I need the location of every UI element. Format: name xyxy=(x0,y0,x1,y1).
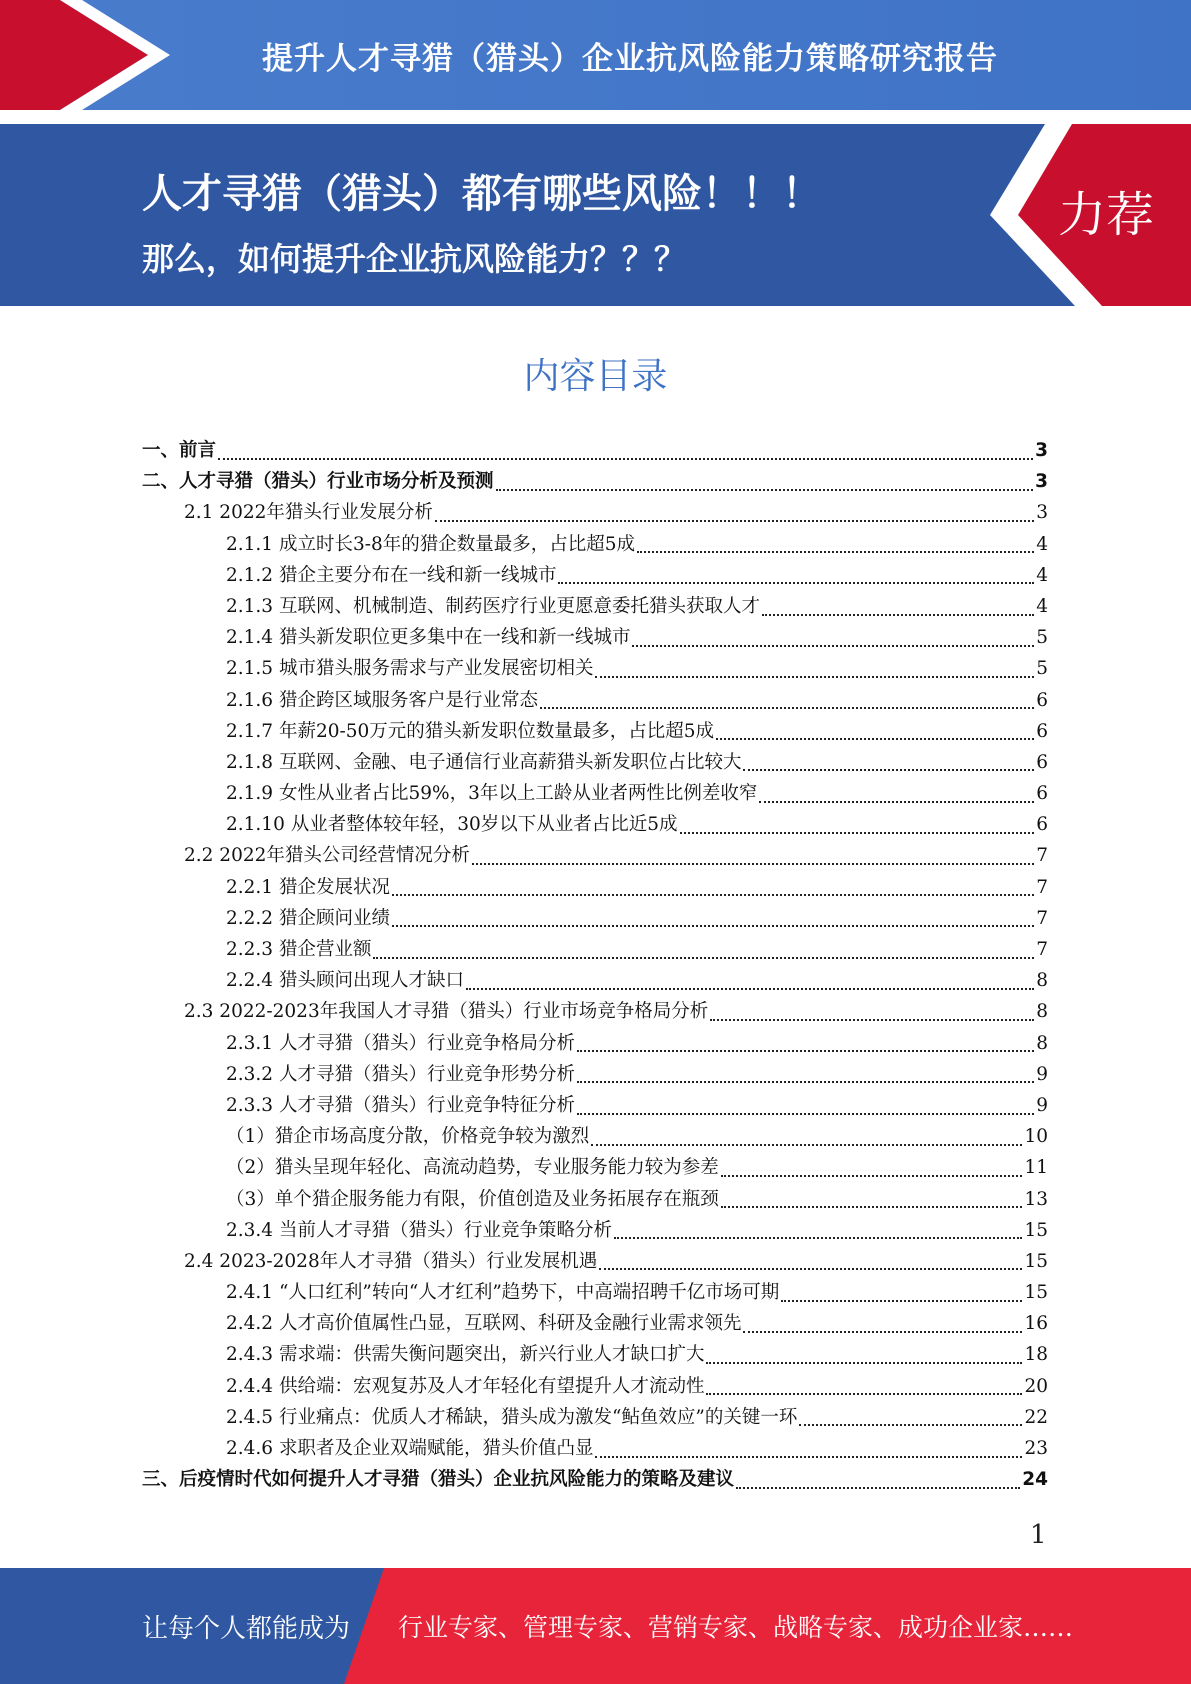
toc-entry-page: 10 xyxy=(1024,1126,1048,1148)
toc-entry-title: 一、前言 xyxy=(142,440,217,461)
footer-slogan-left: 让每个人都能成为 xyxy=(142,1613,351,1644)
toc-entry[interactable] xyxy=(142,561,1048,592)
toc-entry-title: 2.4.4 供给端：宏观复苏及人才年轻化有望提升人才流动性 xyxy=(226,1375,705,1397)
toc-entry-title: 2.3.1 人才寻猎（猎头）行业竞争格局分析 xyxy=(226,1032,575,1054)
toc-entry[interactable] xyxy=(142,467,1048,498)
toc-entry-page: 15 xyxy=(1024,1250,1048,1272)
toc-entry-page: 6 xyxy=(1036,720,1048,742)
toc-leader-dots xyxy=(540,707,1034,709)
page-number: 1 xyxy=(1030,1520,1047,1550)
toc-entry-title: 2.1.3 互联网、机械制造、制药医疗行业更愿意委托猎头获取人才 xyxy=(226,595,760,617)
toc-entry-title: 2.4.1 “人口红利”转向“人才红利”趋势下，中高端招聘千亿市场可期 xyxy=(226,1282,780,1304)
toc-entry[interactable] xyxy=(142,1309,1048,1340)
toc-entry-page: 15 xyxy=(1024,1282,1048,1304)
toc-leader-dots xyxy=(799,1424,1022,1426)
toc-leader-dots xyxy=(392,894,1034,896)
toc-entry-title: 2.2.1 猎企发展状况 xyxy=(226,876,390,898)
toc-leader-dots xyxy=(595,676,1034,678)
toc-entry-page: 23 xyxy=(1024,1438,1048,1459)
toc-entry-title: 2.4.6 求职者及企业双端赋能，猎头价值凸显 xyxy=(226,1438,594,1459)
toc-entry-title: 2.2.4 猎头顾问出现人才缺口 xyxy=(226,970,464,992)
toc-entry-title: 2.1.5 城市猎头服务需求与产业发展密切相关 xyxy=(226,658,594,680)
toc-entry-page: 18 xyxy=(1024,1344,1048,1366)
toc-leader-dots xyxy=(472,863,1034,865)
toc-entry-page: 8 xyxy=(1036,1001,1048,1023)
toc-entry[interactable] xyxy=(142,1278,1048,1309)
toc-leader-dots xyxy=(706,1362,1022,1364)
toc-leader-dots xyxy=(591,1144,1022,1146)
toc-leader-dots xyxy=(218,458,1033,460)
toc-entry[interactable] xyxy=(142,654,1048,685)
toc-leader-dots xyxy=(716,738,1034,740)
toc-leader-dots xyxy=(743,769,1034,771)
toc-entry-title: 三、后疫情时代如何提升人才寻猎（猎头）企业抗风险能力的策略及建议 xyxy=(142,1469,735,1491)
toc-leader-dots xyxy=(466,988,1034,990)
top-banner xyxy=(0,0,1191,110)
report-title: 提升人才寻猎（猎头）企业抗风险能力策略研究报告 xyxy=(262,40,998,77)
toc-entry-page: 7 xyxy=(1036,876,1048,898)
toc-entry-page: 4 xyxy=(1036,595,1048,617)
toc-entry-title: 2.1.2 猎企主要分布在一线和新一线城市 xyxy=(226,564,557,586)
toc-entry-title: 2.2.2 猎企顾问业绩 xyxy=(226,907,390,929)
toc-entry-title: 2.1.6 猎企跨区域服务客户是行业常态 xyxy=(226,689,538,711)
hero-headline: 人才寻猎（猎头）都有哪些风险！！！ xyxy=(142,171,822,217)
toc-leader-dots xyxy=(762,614,1034,616)
toc-leader-dots xyxy=(595,1456,1022,1458)
hero-subheadline: 那么，如何提升企业抗风险能力？？？ xyxy=(142,240,687,278)
toc-entry-page: 7 xyxy=(1036,907,1048,929)
toc-leader-dots xyxy=(743,1331,1022,1333)
toc-entry-page: 6 xyxy=(1036,751,1048,773)
toc-entry[interactable] xyxy=(142,1372,1048,1403)
toc-entry-title: 2.4.5 行业痛点：优质人才稀缺，猎头成为激发“鲇鱼效应”的关键一环 xyxy=(226,1406,798,1428)
toc-entry[interactable] xyxy=(142,1465,1048,1496)
toc-leader-dots xyxy=(781,1300,1022,1302)
toc-entry[interactable] xyxy=(142,1216,1048,1247)
toc-entry[interactable] xyxy=(142,1122,1048,1153)
recommend-badge: 力荐 xyxy=(1058,187,1155,243)
footer-banner xyxy=(0,1568,1191,1684)
toc-leader-dots xyxy=(496,489,1034,491)
toc-entry-page: 6 xyxy=(1036,814,1048,836)
toc-entry-title: 2.4.3 需求端：供需失衡问题突出，新兴行业人才缺口扩大 xyxy=(226,1344,705,1366)
toc-entry-title: 二、人才寻猎（猎头）行业市场分析及预测 xyxy=(142,471,494,493)
toc-entry[interactable] xyxy=(142,1434,1048,1465)
table-of-contents xyxy=(142,436,1048,1496)
toc-entry-title: 2.4.2 人才高价值属性凸显，互联网、科研及金融行业需求领先 xyxy=(226,1313,742,1335)
toc-entry-page: 9 xyxy=(1036,1094,1048,1116)
toc-entry-title: 2.1.9 女性从业者占比59%，3年以上工龄从业者两性比例差收窄 xyxy=(226,783,758,805)
toc-entry[interactable] xyxy=(142,1247,1048,1278)
toc-leader-dots xyxy=(680,832,1035,834)
toc-heading: 内容目录 xyxy=(523,356,668,397)
toc-entry[interactable] xyxy=(142,1340,1048,1371)
toc-entry-title: 2.1 2022年猎头行业发展分析 xyxy=(184,502,433,524)
toc-leader-dots xyxy=(721,1175,1023,1177)
toc-entry[interactable] xyxy=(142,592,1048,623)
toc-entry[interactable] xyxy=(142,904,1048,935)
toc-entry-page: 4 xyxy=(1036,564,1048,586)
toc-entry-page: 3 xyxy=(1036,502,1048,524)
toc-entry[interactable] xyxy=(142,436,1048,467)
toc-entry[interactable] xyxy=(142,779,1048,810)
toc-entry-page: 16 xyxy=(1024,1313,1048,1335)
toc-entry[interactable] xyxy=(142,623,1048,654)
toc-entry-page: 6 xyxy=(1036,689,1048,711)
toc-entry-title: （2）猎头呈现年轻化、高流动趋势，专业服务能力较为参差 xyxy=(226,1157,719,1179)
toc-leader-dots xyxy=(637,551,1034,553)
hero-banner xyxy=(0,124,1191,306)
toc-leader-dots xyxy=(614,1237,1022,1239)
toc-entry-title: （1）猎企市场高度分散，价格竞争较为激烈 xyxy=(226,1126,590,1148)
toc-entry-page: 20 xyxy=(1024,1375,1048,1397)
toc-entry[interactable] xyxy=(142,498,1048,529)
toc-entry[interactable] xyxy=(142,841,1048,872)
toc-leader-dots xyxy=(435,520,1034,522)
toc-entry[interactable] xyxy=(142,935,1048,966)
toc-entry[interactable] xyxy=(142,748,1048,779)
toc-entry-title: 2.2 2022年猎头公司经营情况分析 xyxy=(184,845,470,867)
toc-leader-dots xyxy=(577,1050,1034,1052)
toc-entry-page: 8 xyxy=(1036,1032,1048,1054)
toc-entry[interactable] xyxy=(142,1403,1048,1434)
toc-entry-page: 3 xyxy=(1035,471,1048,493)
toc-entry-title: 2.3.3 人才寻猎（猎头）行业竞争特征分析 xyxy=(226,1094,575,1116)
toc-entry-title: 2.1.10 从业者整体较年轻，30岁以下从业者占比近5成 xyxy=(226,814,678,836)
toc-entry-title: 2.1.4 猎头新发职位更多集中在一线和新一线城市 xyxy=(226,627,631,649)
toc-leader-dots xyxy=(632,645,1034,647)
footer-slogan-right: 行业专家、管理专家、营销专家、战略专家、成功企业家…… xyxy=(398,1613,1074,1642)
toc-leader-dots xyxy=(721,1206,1023,1208)
toc-leader-dots xyxy=(706,1393,1022,1395)
toc-leader-dots xyxy=(710,1019,1034,1021)
toc-entry-title: 2.4 2023-2028年人才寻猎（猎头）行业发展机遇 xyxy=(184,1250,598,1272)
toc-entry[interactable] xyxy=(142,810,1048,841)
toc-entry-page: 6 xyxy=(1036,783,1048,805)
toc-leader-dots xyxy=(577,1081,1034,1083)
toc-entry-title: 2.1.1 成立时长3-8年的猎企数量最多，占比超5成 xyxy=(226,533,636,555)
toc-leader-dots xyxy=(577,1113,1034,1115)
toc-leader-dots xyxy=(558,582,1034,584)
toc-entry-page: 13 xyxy=(1024,1188,1048,1210)
toc-entry[interactable] xyxy=(142,686,1048,717)
toc-entry-page: 7 xyxy=(1036,939,1048,960)
toc-entry-page: 9 xyxy=(1036,1063,1048,1085)
toc-entry[interactable] xyxy=(142,717,1048,748)
toc-leader-dots xyxy=(759,801,1034,803)
toc-entry[interactable] xyxy=(142,1185,1048,1216)
toc-entry[interactable] xyxy=(142,1060,1048,1091)
toc-leader-dots xyxy=(736,1487,1020,1489)
toc-entry-page: 7 xyxy=(1036,845,1048,867)
toc-entry-title: 2.1.8 互联网、金融、电子通信行业高薪猎头新发职位占比较大 xyxy=(226,751,742,773)
toc-entry-title: 2.3.4 当前人才寻猎（猎头）行业竞争策略分析 xyxy=(226,1219,612,1241)
toc-entry[interactable] xyxy=(142,1029,1048,1060)
toc-entry-title: 2.3.2 人才寻猎（猎头）行业竞争形势分析 xyxy=(226,1063,575,1085)
toc-entry-page: 3 xyxy=(1035,440,1048,461)
toc-leader-dots xyxy=(392,925,1034,927)
toc-leader-dots xyxy=(599,1268,1022,1270)
toc-entry[interactable] xyxy=(142,1091,1048,1122)
toc-entry-page: 15 xyxy=(1024,1219,1048,1241)
toc-entry-title: （3）单个猎企服务能力有限，价值创造及业务拓展存在瓶颈 xyxy=(226,1188,719,1210)
toc-entry-page: 5 xyxy=(1036,627,1048,649)
toc-entry-title: 2.2.3 猎企营业额 xyxy=(226,939,372,960)
toc-entry-page: 4 xyxy=(1036,533,1048,555)
toc-entry-title: 2.3 2022-2023年我国人才寻猎（猎头）行业市场竞争格局分析 xyxy=(184,1001,709,1023)
toc-entry-page: 5 xyxy=(1036,658,1048,680)
toc-entry[interactable] xyxy=(142,530,1048,561)
toc-entry-page: 11 xyxy=(1024,1157,1048,1179)
toc-entry[interactable] xyxy=(142,997,1048,1028)
toc-entry[interactable] xyxy=(142,873,1048,904)
toc-leader-dots xyxy=(373,957,1034,959)
toc-entry-page: 8 xyxy=(1036,970,1048,992)
toc-entry[interactable] xyxy=(142,1153,1048,1184)
toc-entry-title: 2.1.7 年薪20-50万元的猎头新发职位数量最多，占比超5成 xyxy=(226,720,715,742)
toc-entry-page: 24 xyxy=(1022,1469,1048,1491)
toc-entry-page: 22 xyxy=(1024,1406,1048,1428)
toc-entry[interactable] xyxy=(142,966,1048,997)
